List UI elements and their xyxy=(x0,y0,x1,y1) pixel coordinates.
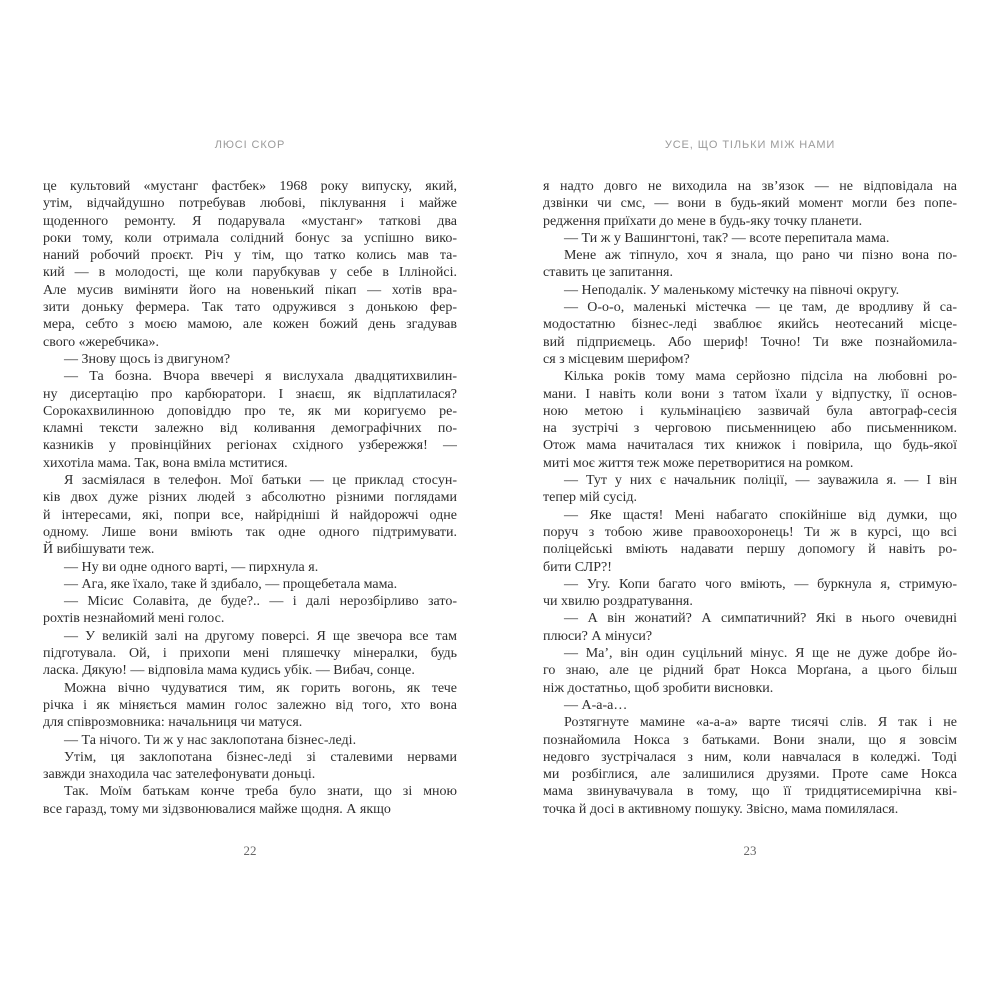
text-line: ласка. Дякую! — відповіла мама кудись убік. — Вибач, сонце. xyxy=(43,663,415,679)
text-line: — Ти ж у Вашингтоні, так? — всоте перепитала мама. xyxy=(564,230,890,246)
text-line: ніж достатньо, щоб зробити висновки. xyxy=(543,680,774,696)
paragraph xyxy=(543,299,957,368)
text-line: го знаю, але це рідний брат Нокса Морґана, а цього більш xyxy=(543,663,957,679)
paragraph xyxy=(43,559,457,576)
text-line: для співрозмовника: начальниця чи матуся. xyxy=(43,715,303,731)
paragraph xyxy=(543,697,957,714)
text-line: ків двох дуже різних людей з абсолютно різними поглядами xyxy=(43,490,457,506)
text-line: Можна вічно чудуватися тим, як горить вогонь, як тече xyxy=(64,680,457,696)
text-line: Отож мама начиталася тих книжок і повірила, що будь-якої xyxy=(543,438,957,454)
text-line: — Та нічого. Ти ж у нас заклопотана бізнес-леді. xyxy=(64,732,357,748)
text-line: й інтересами, які, попри все, найрідніші й найдорожчі одне xyxy=(43,507,457,523)
paragraph xyxy=(43,593,457,628)
text-line: ся з місцевим шерифом? xyxy=(543,351,690,367)
text-line: точка й досі в активному пошуку. Звісно, мама помилялася. xyxy=(543,801,899,817)
paragraph xyxy=(43,732,457,749)
text-line: модостатню бізнес-леді зваблює якийсь неотесаний місце- xyxy=(543,317,957,333)
text-line: завжди знаходила час зателефонувати доньці. xyxy=(43,767,316,783)
text-line: — Яке щастя! Мені набагато спокійніше від думки, що xyxy=(564,507,957,523)
page-number: 22 xyxy=(243,842,257,858)
text-line: я надто довго не виходила на зв’язок — не відповідала на xyxy=(543,179,957,194)
paragraph xyxy=(543,714,957,818)
page-left xyxy=(43,139,457,859)
text-line: редження приїхати до мене в будь-яку точку планети. xyxy=(543,213,863,229)
paragraph xyxy=(43,680,457,732)
text-line: все гаразд, тому ми зідзвонювалися майже щодня. А якщо xyxy=(43,801,391,817)
text-line: наний робочий проєкт. Річ у тім, що татко колись мав та- xyxy=(43,248,457,264)
text-line: Розтягнуте мамине «а-а-а» варте тисячі слів. Я так і не xyxy=(564,715,957,731)
paragraph xyxy=(43,749,457,784)
text-line: свого «жеребчика». xyxy=(43,334,159,350)
paragraph xyxy=(543,507,957,576)
text-line: мама звинувачувала в тому, що її тридцятисемирічна кві- xyxy=(543,784,957,800)
text-line: Я засміялася в телефон. Мої батьки — це приклад стосун- xyxy=(64,473,457,489)
text-line: одному. Лише вони вміють так одне одного підтримувати. xyxy=(43,524,457,540)
text-line: — Місис Солавіта, де буде?.. — і далі нерозбірливо зато- xyxy=(64,594,457,610)
text-line: — Знову щось із двигуном? xyxy=(64,351,231,367)
paragraph xyxy=(43,351,457,368)
text-line: миті моє життя теж може перетворитися на ромком. xyxy=(543,455,854,471)
running-header-title: УСЕ, ЩО ТІЛЬКИ МІЖ НАМИ xyxy=(664,139,836,151)
text-line: — Ага, яке їхало, таке й здибало, — прощебетала мама. xyxy=(64,576,398,592)
paragraph xyxy=(43,178,457,351)
text-line: тепер мій сусід. xyxy=(543,490,638,506)
text-line: познайомила Нокса з батьками. Вони знали, що я зовсім xyxy=(543,732,957,748)
text-line: поліцейські вміють надавати першу допомогу й навіть ро- xyxy=(543,542,957,558)
text-line: — А-а-а… xyxy=(564,697,628,713)
text-line: мани. І навіть коли вони з татом їхали у відпустку, її основ- xyxy=(543,386,957,402)
text-line: вий підприємець. Або шериф! Точно! Ти вже познайомила- xyxy=(543,334,957,350)
text-line: Кілька років тому мама серйозно підсіла на любовні ро- xyxy=(564,369,957,385)
paragraph xyxy=(543,472,957,507)
text-line: — Угу. Копи багато чого вміють, — буркнула я, стримую- xyxy=(564,576,957,592)
text-line: Мене аж тіпнуло, хоч я знала, що рано чи пізно вона по- xyxy=(564,248,957,264)
text-line: Сорокахвилинною доповіддю про те, як ми коригуємо ре- xyxy=(43,403,457,419)
page-body xyxy=(543,178,957,818)
text-line: хихотіла мама. Так, вона вміла мститися. xyxy=(43,455,288,471)
text-line: — О-о-о, маленькі містечка — це там, де вродливу й са- xyxy=(564,300,957,316)
text-line: — Тут у них є начальник поліції, — зауважила я. — І він xyxy=(564,473,957,489)
text-line: — Ма’, він один суцільний мінус. Я ще не дуже добре йо- xyxy=(564,646,957,662)
text-line: це культовий «мустанг фастбек» 1968 року випуску, який, xyxy=(43,179,457,194)
text-line: Так. Моїм батькам конче треба було знати, що зі мною xyxy=(64,784,457,800)
text-line: ми розбіглися, але залишилися друзями. Проте саме Нокса xyxy=(543,767,957,783)
page-number: 23 xyxy=(743,842,757,858)
text-line: поруч з тобою живе правоохоронець! Ти ж в курсі, що всі xyxy=(543,524,957,540)
paragraph xyxy=(543,282,957,299)
paragraph xyxy=(43,576,457,593)
text-line: рохтів незнайомий мені голос. xyxy=(43,611,225,627)
page-body xyxy=(43,178,457,818)
paragraph xyxy=(543,247,957,282)
text-line: — Ну ви одне одного варті, — пирхнула я. xyxy=(64,559,319,575)
paragraph xyxy=(43,628,457,680)
text-line: — А він жонатий? А симпатичний? Які в нього очевидні xyxy=(564,611,957,627)
text-line: дзвінки чи смс, — вони в будь-який момент могли без попе- xyxy=(543,196,957,212)
text-line: — У великій залі на другому поверсі. Я ще звечора все там xyxy=(64,628,457,644)
text-line: на зустрічі з черговою письменницею або письменником. xyxy=(543,421,957,437)
text-line: недовго зустрічалася з ним, коли навчалася в коледжі. Тоді xyxy=(543,749,957,765)
text-line: Й вибішувати теж. xyxy=(43,542,155,558)
text-line: чи хвилю роздратування. xyxy=(543,594,693,610)
text-line: плюси? А мінуси? xyxy=(543,628,653,644)
paragraph xyxy=(543,610,957,645)
text-line: казників у провінційних регіонах східного узбережжя! — xyxy=(43,438,457,454)
text-line: кламні тексти залежно від коливання демографічних по- xyxy=(43,421,457,437)
text-line: — Неподалік. У маленькому містечку на півночі округу. xyxy=(564,282,900,298)
paragraph xyxy=(543,368,957,472)
running-header-author: ЛЮСІ СКОР xyxy=(214,139,286,151)
text-line: кий — в молодості, ще коли парубкував у себе в Іллінойсі. xyxy=(43,265,457,281)
paragraph xyxy=(43,368,457,472)
paragraph xyxy=(43,783,457,818)
paragraph xyxy=(43,472,457,558)
text-line: Але мусив виміняти його на новенький пікап — хотів вра- xyxy=(43,282,457,298)
paragraph xyxy=(543,645,957,697)
text-line: підготувала. Ой, і прихопи мені пляшечку мінералки, будь xyxy=(43,646,457,662)
text-line: ну дисертацію про карбюратори. І знаєш, як відплатилася? xyxy=(43,386,457,402)
text-line: Утім, ця заклопотана бізнес-леді зі сталевими нервами xyxy=(64,749,457,765)
text-line: ставить це запитання. xyxy=(543,265,673,281)
text-line: річка і як міняється мамин голос залежно від того, хто вона xyxy=(43,697,457,713)
paragraph xyxy=(543,576,957,611)
text-line: — Та бозна. Вчора ввечері я вислухала двадцятихвилин- xyxy=(64,369,457,385)
text-line: щоденного ремонту. Я подарувала «мустанг» таткові два xyxy=(43,213,457,229)
text-line: ною метою і кульмінацією зазвичай була автограф-сесія xyxy=(543,403,957,419)
text-line: мера, себто з моєю мамою, але кожен божий день згадував xyxy=(43,317,457,333)
paragraph xyxy=(543,178,957,230)
text-line: роки тому, коли отримала солідний бонус за успішно вико- xyxy=(43,230,457,246)
paragraph xyxy=(543,230,957,247)
text-line: бити СЛР?! xyxy=(543,559,612,575)
text-line: утім, відчайдушно потребував любові, піклування і майже xyxy=(43,196,457,212)
text-line: зити доньку фермера. Так тато одружився з донькою фер- xyxy=(43,300,457,316)
page-right xyxy=(543,139,957,859)
